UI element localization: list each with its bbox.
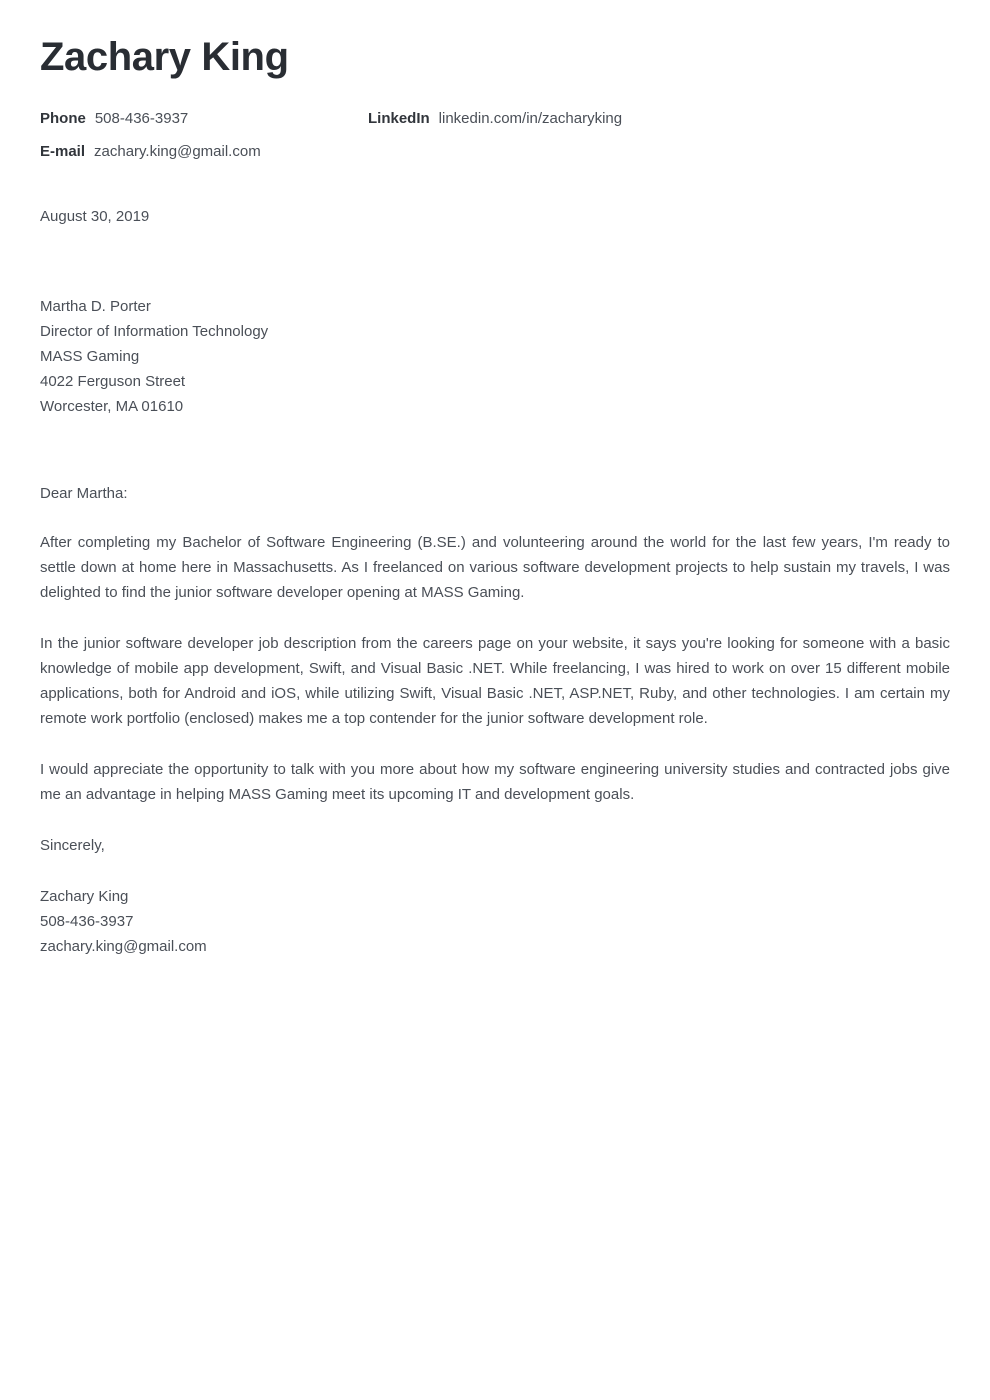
signature-block xyxy=(40,884,950,959)
contact-linkedin-value[interactable]: linkedin.com/in/zacharyking xyxy=(438,110,623,127)
contact-linkedin-label: LinkedIn xyxy=(368,110,430,127)
signature-phone: 508-436-3937 xyxy=(40,913,134,930)
letter-header xyxy=(40,0,950,162)
closing-salutation: Sincerely, xyxy=(40,837,105,854)
body-paragraph: After completing my Bachelor of Software Engineering (B.SE.) and volunteering around the world for the last few years, I'm ready to settle down at home here in Massachusetts. As I freelanced on various software development projects to help sustain my travels, I was delighted to find the junior software developer opening at MASS Gaming. xyxy=(40,534,950,601)
letter-date: August 30, 2019 xyxy=(40,208,150,225)
contact-email-label: E-mail xyxy=(40,143,86,160)
recipient-name: Martha D. Porter xyxy=(40,298,151,315)
contact-row xyxy=(40,141,950,162)
contact-email-value[interactable]: zachary.king@gmail.com xyxy=(94,143,261,160)
recipient-company: MASS Gaming xyxy=(40,348,140,365)
body-paragraph: In the junior software developer job description from the careers page on your website, it says you're looking for someone with a basic knowledge of mobile app development, Swift, and Visual Basic .NET. While freelancing, I was hired to work on over 15 different mobile applications, both for Android and iOS, while utilizing Swift, Visual Basic .NET, ASP.NET, Ruby, and other technologies. I am certain my remote work portfolio (enclosed) makes me a top contender for the junior software development role. xyxy=(40,635,950,727)
contact-email xyxy=(40,141,368,162)
recipient-city-state-zip: Worcester, MA 01610 xyxy=(40,398,184,415)
recipient-address-block xyxy=(40,294,950,419)
candidate-name: Zachary King xyxy=(40,35,289,79)
contact-details xyxy=(40,108,950,162)
contact-row xyxy=(40,108,950,129)
recipient-title: Director of Information Technology xyxy=(40,323,269,340)
contact-phone-label: Phone xyxy=(40,110,86,127)
signature-name: Zachary King xyxy=(40,888,129,905)
salutation: Dear Martha: xyxy=(40,485,128,502)
signature-email[interactable]: zachary.king@gmail.com xyxy=(40,938,207,955)
contact-linkedin xyxy=(368,108,622,129)
body-paragraph: I would appreciate the opportunity to talk with you more about how my software engineering university studies and contracted jobs give me an advantage in helping MASS Gaming meet its upcoming IT and development goals. xyxy=(40,761,950,803)
contact-phone xyxy=(40,108,368,129)
contact-phone-value: 508-436-3937 xyxy=(94,110,189,127)
recipient-street: 4022 Ferguson Street xyxy=(40,373,186,390)
